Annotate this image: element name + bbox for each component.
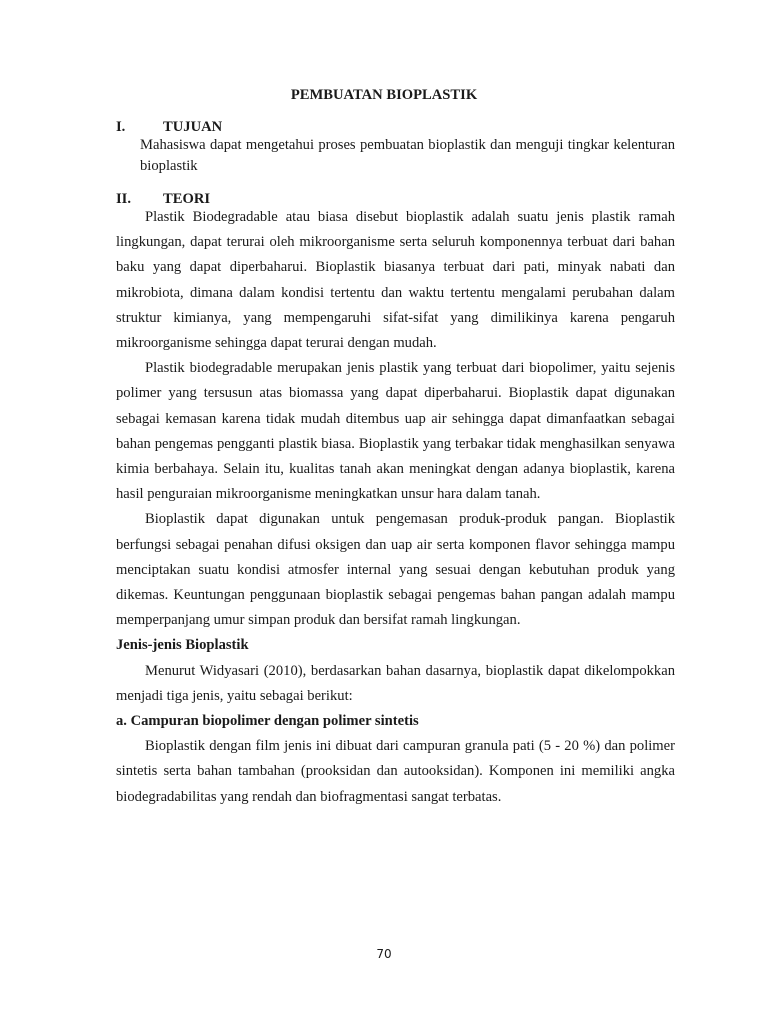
section-title: TEORI <box>163 191 211 207</box>
subheading-jenis-bioplastik: Jenis-jenis Bioplastik <box>116 637 249 654</box>
paragraph: Plastik biodegradable merupakan jenis plastik yang terbuat dari biopolimer, yaitu sejenis polimer yang tersusun atas biomassa yang dapat diperbaharui. Bioplastik dapat digunakan sebagai kemasan karena tidak mudah ditembus uap air sehingga dapat dimanfaatkan sebagai bahan pengemas pengganti plastik biasa. Bioplastik yang terbakar tidak menghasilkan senyawa kimia berbahaya. Selain itu, kualitas tanah akan meningkat dengan adanya bioplastik, karena hasil penguraian mikroorganisme meningkatkan unsur hara dalam tanah. <box>116 360 675 503</box>
page-number: 70 <box>376 947 392 961</box>
section-number: II. <box>116 191 132 207</box>
paragraph: Bioplastik dengan film jenis ini dibuat dari campuran granula pati (5 - 20 %) dan polimer sintetis serta bahan tambahan (prooksidan dan autooksidan). Komponen ini memiliki angka biodegradabilitas yang rendah dan biofragmentasi sangat terbatas. <box>116 738 675 805</box>
page-title: PEMBUATAN BIOPLASTIK <box>290 87 478 103</box>
section-heading-tujuan <box>116 119 222 136</box>
teori-content <box>116 205 675 810</box>
paragraph: Bioplastik dapat digunakan untuk pengemasan produk-produk pangan. Bioplastik berfungsi sebagai penahan difusi oksigen dan uap air serta komponen flavor sehingga mampu menciptakan suatu kondisi atmosfer internal yang sesuai dengan kebutuhan produk yang dikemas. Keuntungan penggunaan bioplastik sebagai pengemas bahan pangan adalah mampu memperpanjang umur simpan produk dan bersifat ramah lingkungan. <box>116 511 675 629</box>
section-title: TUJUAN <box>163 119 223 135</box>
subheading-campuran: a. Campuran biopolimer dengan polimer sintetis <box>116 713 419 730</box>
paragraph: Plastik Biodegradable atau biasa disebut bioplastik adalah suatu jenis plastik ramah lingkungan, dapat terurai oleh mikroorganisme serta seluruh komponennya terbuat dari bahan baku yang dapat diperbaharui. Bioplastik biasanya terbuat dari pati, minyak nabati dan mikrobiota, dimana dalam kondisi tertentu dan waktu tertentu mengalami perubahan dalam struktur kimianya, yang mempengaruhi sifat-sifat yang dimilikinya karena pengaruh mikroorganisme sehingga dapat terurai dengan mudah. <box>116 209 675 352</box>
paragraph: Menurut Widyasari (2010), berdasarkan bahan dasarnya, bioplastik dapat dikelompokkan menjadi tiga jenis, yaitu sebagai berikut: <box>116 662 675 704</box>
section-number: I. <box>116 119 126 135</box>
tujuan-text: Mahasiswa dapat mengetahui proses pembuatan bioplastik dan menguji tingkar kelenturan bioplastik <box>140 137 675 174</box>
